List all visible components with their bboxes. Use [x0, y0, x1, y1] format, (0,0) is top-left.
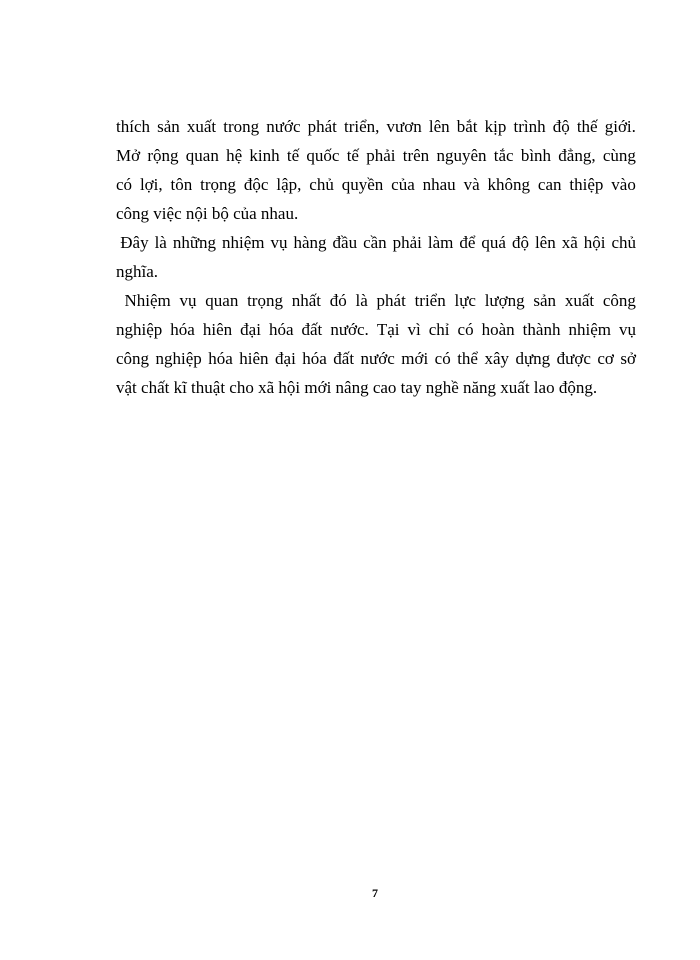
word: đất	[301, 320, 323, 339]
word: thế	[576, 117, 598, 136]
word: vụ	[270, 233, 288, 252]
text-line	[116, 228, 636, 257]
word: phát	[376, 291, 406, 310]
word: hội	[583, 233, 606, 252]
word: Nhiệm	[116, 291, 171, 310]
word: nguyên	[436, 146, 487, 165]
word: để	[459, 233, 476, 252]
word: phải	[392, 233, 422, 252]
word: nước.	[330, 320, 369, 339]
word: nghiệp	[155, 349, 202, 368]
word: xuất	[186, 117, 217, 136]
word: kịp	[484, 117, 507, 136]
word: can	[537, 175, 562, 194]
word: thành	[522, 320, 561, 339]
word: triển	[414, 291, 446, 310]
word: cùng	[602, 146, 636, 165]
word: hoàn	[481, 320, 515, 339]
word: hóa	[170, 320, 195, 339]
word: kinh	[249, 146, 280, 165]
word: hệ	[226, 146, 243, 165]
word: độ	[511, 233, 529, 252]
text-line	[116, 315, 636, 344]
word: phát	[307, 117, 337, 136]
word: có	[116, 175, 133, 194]
word: nhất	[291, 291, 321, 310]
word: tế	[286, 146, 300, 165]
word: vụ	[618, 320, 636, 339]
word: đầu	[332, 233, 358, 252]
word: lực	[454, 291, 476, 310]
word: chủ	[309, 175, 334, 194]
word: xã	[561, 233, 578, 252]
word: lên	[534, 233, 556, 252]
page-number: 7	[372, 886, 378, 900]
word: nhiệm	[222, 233, 265, 252]
word: giới.	[604, 117, 636, 136]
word: cơ	[597, 349, 614, 368]
word: đó	[329, 291, 347, 310]
word: chỉ	[428, 320, 450, 339]
word: Đây	[116, 233, 149, 252]
word: lên	[428, 117, 450, 136]
text-line	[116, 141, 636, 170]
text-line: nghĩa.	[116, 262, 159, 281]
word: là	[154, 233, 167, 252]
word: vươn	[386, 117, 422, 136]
word: nhiệm	[568, 320, 611, 339]
word: trọng	[200, 175, 237, 194]
word: hóa	[268, 320, 294, 339]
word: hóa	[302, 349, 327, 368]
word: thích	[116, 117, 150, 136]
word: nước	[266, 117, 301, 136]
text-line	[116, 170, 636, 199]
word: hóa	[208, 349, 233, 368]
word: đất	[333, 349, 355, 368]
word: nước	[360, 349, 395, 368]
word: vào	[611, 175, 636, 194]
word: chủ	[611, 233, 636, 252]
word: đại	[240, 320, 261, 339]
body-text	[116, 112, 636, 402]
word: những	[172, 233, 217, 252]
word: xây	[484, 349, 509, 368]
text-line	[116, 112, 636, 141]
word: lượng	[484, 291, 525, 310]
word: tôn	[170, 175, 193, 194]
word: Tại	[376, 320, 400, 339]
word: cần	[363, 233, 387, 252]
word: của	[391, 175, 415, 194]
word: dựng	[515, 349, 551, 368]
word: sản	[533, 291, 557, 310]
word: sản	[157, 117, 180, 136]
word: lợi,	[139, 175, 163, 194]
word: làm	[427, 233, 454, 252]
word: thể	[457, 349, 478, 368]
word: quá	[481, 233, 506, 252]
word: bắt	[456, 117, 478, 136]
word: vì	[407, 320, 421, 339]
text-line: vật chất kĩ thuật cho xã hội mới nâng cao tay nghề năng xuất lao động.	[116, 378, 598, 397]
word: nhau	[422, 175, 456, 194]
word: trọng	[247, 291, 283, 310]
word: tắc	[493, 146, 514, 165]
word: và	[463, 175, 480, 194]
word: xuất	[564, 291, 595, 310]
word: có	[434, 349, 451, 368]
word: triển,	[344, 117, 380, 136]
word: độc	[243, 175, 269, 194]
word: quốc	[306, 146, 340, 165]
word: hiên	[202, 320, 233, 339]
word: độ	[552, 117, 570, 136]
word: quan	[185, 146, 219, 165]
text-line	[116, 286, 636, 315]
word: quan	[205, 291, 239, 310]
word: lập,	[276, 175, 302, 194]
word: đẳng,	[558, 146, 596, 165]
word: phải	[366, 146, 396, 165]
word: tế	[346, 146, 359, 165]
word: công	[602, 291, 636, 310]
word: là	[355, 291, 368, 310]
word: đại	[275, 349, 296, 368]
word: có	[457, 320, 474, 339]
word: được	[556, 349, 591, 368]
word: trên	[402, 146, 430, 165]
word: quyền	[341, 175, 384, 194]
word: sở	[620, 349, 636, 368]
word: bình	[520, 146, 552, 165]
word: vụ	[179, 291, 197, 310]
word: không	[487, 175, 531, 194]
word: thiệp	[569, 175, 604, 194]
word: trình	[513, 117, 546, 136]
word: trong	[223, 117, 260, 136]
word: nghiệp	[116, 320, 163, 339]
word: hiên	[239, 349, 269, 368]
word: mới	[401, 349, 429, 368]
word: công	[116, 349, 150, 368]
text-line: công việc nội bộ của nhau.	[116, 204, 299, 223]
word: Mở	[116, 146, 141, 165]
word: hàng	[293, 233, 327, 252]
word: rộng	[147, 146, 179, 165]
text-line	[116, 344, 636, 373]
